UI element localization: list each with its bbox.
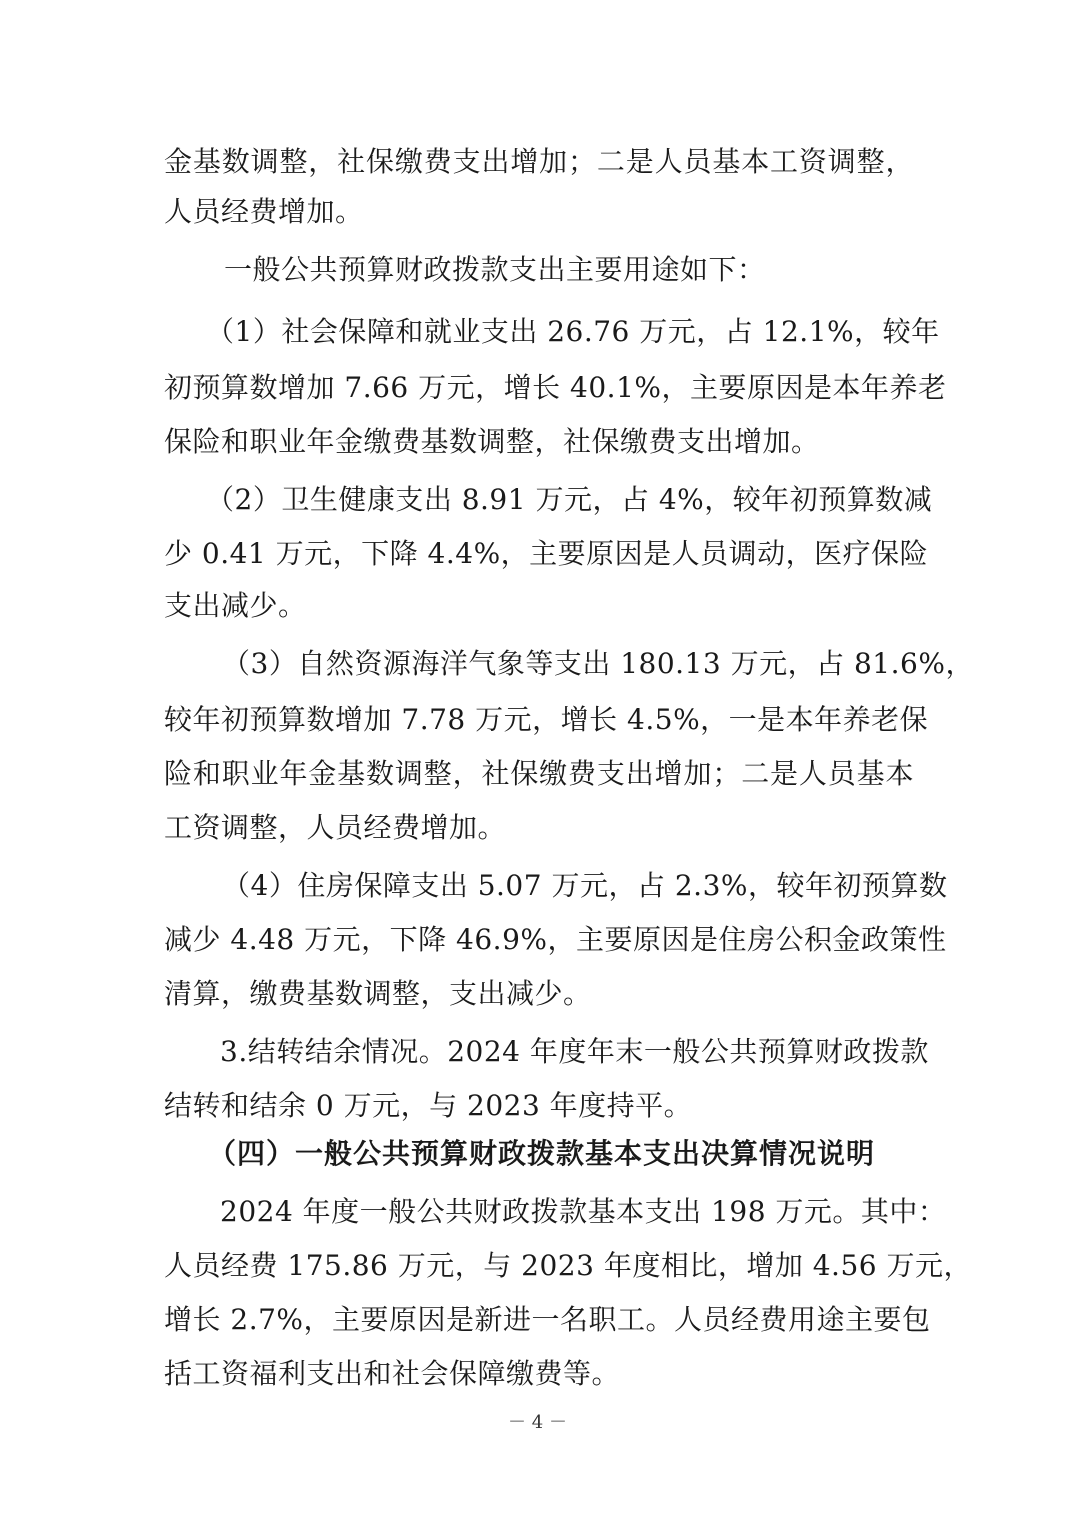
text-line: 支出减少。 [164, 589, 307, 622]
section-heading: （四）一般公共预算财政拨款基本支出决算情况说明 [208, 1137, 876, 1170]
text-line: （1）社会保障和就业支出 26.76 万元，占 12.1%，较年 [206, 315, 940, 348]
text-line: 保险和职业年金缴费基数调整，社保缴费支出增加。 [164, 425, 820, 458]
text-line: 结转和结余 0 万元，与 2023 年度持平。 [164, 1089, 693, 1122]
text-line: （2）卫生健康支出 8.91 万元，占 4%，较年初预算数减 [206, 483, 933, 516]
text-line: 减少 4.48 万元，下降 46.9%，主要原因是住房公积金政策性 [164, 923, 947, 956]
text-line: 2024 年度一般公共财政拨款基本支出 198 万元。其中： [220, 1195, 947, 1228]
text-line: （3）自然资源海洋气象等支出 180.13 万元，占 81.6%， [222, 647, 974, 680]
text-line: 较年初预算数增加 7.78 万元，增长 4.5%，一是本年养老保 [164, 703, 929, 736]
text-line: 清算，缴费基数调整，支出减少。 [164, 977, 592, 1010]
text-line: 人员经费增加。 [164, 195, 364, 228]
text-line: 一般公共预算财政拨款支出主要用途如下： [224, 253, 766, 286]
text-line: 3.结转结余情况。2024 年度年末一般公共预算财政拨款 [220, 1035, 929, 1068]
text-line: （4）住房保障支出 5.07 万元，占 2.3%，较年初预算数 [222, 869, 948, 902]
page-number: － 4 － [508, 1412, 567, 1433]
text-line: 初预算数增加 7.66 万元，增长 40.1%，主要原因是本年养老 [164, 371, 947, 404]
text-line: 工资调整，人员经费增加。 [164, 811, 507, 844]
text-line: 括工资福利支出和社会保障缴费等。 [164, 1357, 621, 1390]
text-line: 人员经费 175.86 万元，与 2023 年度相比，增加 4.56 万元， [164, 1249, 972, 1282]
text-line: 险和职业年金基数调整，社保缴费支出增加；二是人员基本 [164, 757, 914, 790]
text-line: 少 0.41 万元，下降 4.4%，主要原因是人员调动，医疗保险 [164, 537, 929, 570]
text-line: 金基数调整，社保缴费支出增加；二是人员基本工资调整， [164, 145, 914, 178]
text-line: 增长 2.7%，主要原因是新进一名职工。人员经费用途主要包 [164, 1303, 931, 1336]
